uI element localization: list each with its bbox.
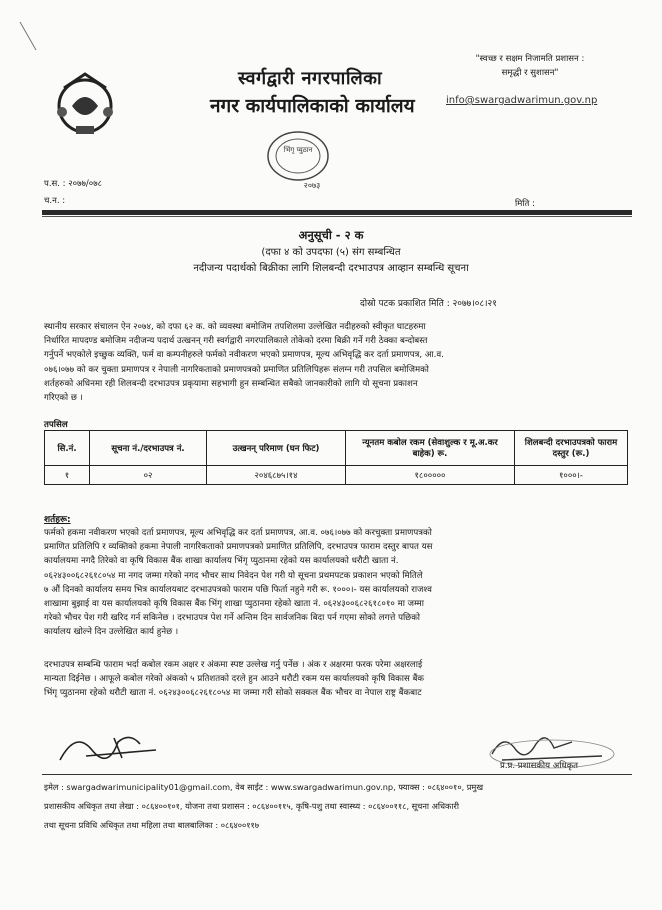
office-stamp: [262, 128, 346, 192]
org-name: स्वर्गद्वारी नगरपालिका: [238, 68, 383, 89]
footer-line: तथा सूचना प्रविधि अधिकृत तथा महिला तथा बालबालिका : ०८६४००११७: [44, 820, 260, 830]
terms-line: कार्यालय खोल्ने दिन उल्लेखित कार्य हुनेछ ।: [44, 627, 179, 638]
header-divider: [42, 210, 632, 215]
col-header-quantity: उत्खनन् परिमाण (घन फिट): [207, 431, 346, 466]
stamp-text: भिंगृ प्युठान: [283, 146, 313, 154]
table-header-row: [45, 431, 628, 466]
terms-line: प्रमाणित प्रतिलिपि र व्यक्तिको हकमा नेपाली नागरिकताको प्रमाणपत्रको प्रमाणित प्रतिलिपि, दरभाउपत्र फाराम दस्तुर बापत यस: [44, 542, 433, 553]
terms-line: शाखामा बुझाई वा यस कार्यालयको कृषि विकास बैंक भिंगृ शाखा प्युठानमा रहेको खाता नं. ०६२४३००६८२६१८०१० मा जम्मा: [44, 599, 424, 610]
intro-paragraph: [44, 320, 630, 405]
footer-divider: [42, 774, 632, 775]
stamp-year: २०७३: [303, 181, 321, 190]
intro-line: स्थानीय सरकार संचालन ऐन २०७४, को दफा ६२ क. को व्यवस्था बमोजिम तपशिलमा उल्लेखित नदीहरुको स्वीकृत घाटहरुमा: [44, 322, 426, 332]
intro-line: गर्नुपर्ने भएकोले इच्छुक व्यक्ति, फर्म वा कम्पनीहरुले फर्मको नवीकरण भएको प्रमाणपत्र, मूल्य अभिवृद्धि कर दर्ता प्रमाणपत्र, आ.व.: [44, 350, 444, 361]
terms-line: कार्यालयमा नगदै तिरेको वा कृषि विकास बैंक शाखा कार्यालय भिंगृ प्युठानमा रहेको यस कार्यालयको धरौटी खाता नं.: [44, 556, 399, 567]
header-divider-thin: [42, 216, 632, 217]
intro-line: निर्धारित मापदण्ड बमोजिम नदीजन्य पदार्थ उत्खनन् गरी स्वर्गद्वारी नगरपालिकाले तोकेको दरमा बिक्री गर्ने गरी ठेक्का बन्दोबस्त: [44, 336, 428, 347]
intro-line: गरिएको छ ।: [44, 393, 83, 404]
terms-paragraph-2: [44, 658, 630, 701]
footer-contacts: [44, 778, 634, 835]
footer-line: प्रशासकीय अधिकृत तथा लेखा : ०८६४००१०१, योजना तथा प्रशासन : ०८६४००११५, कृषि-पशु तथा स्वास्थ्य : ०८६४००११८, सूचना अधिकारी: [44, 801, 459, 811]
details-table: [44, 430, 628, 485]
notice-title: नदीजन्य पदार्थको बिक्रीका लागि शिलबन्दी दरभाउपत्र आव्हान सम्बन्धि सूचना: [193, 263, 469, 274]
terms-line: फर्मको हकमा नवीकरण भएको दर्ता प्रमाणपत्र, मूल्य अभिवृद्धि कर दर्ता प्रमाणपत्र, आ.व. ०७६।०७७ को करचुक्ता प्रमाणपत्रको: [44, 528, 432, 538]
cell-quantity: २०४६८७५।१४: [207, 466, 346, 485]
terms-line: दरभाउपत्र सम्बन्धि फाराम भर्दा कबोल रकम अक्षर र अंकमा स्पष्ट उल्लेख गर्नु पर्नेछ । अंक र अक्षरमा फरक परेमा अक्षरलाई: [44, 660, 423, 670]
footer-line: इमेल : swargadwarimunicipality01@gmail.com, वेब साईट : www.swargadwarimun.gov.np, फ्याक्स : ०८६४००१०, प्रमुख: [44, 782, 484, 792]
scan-mark-line: [16, 20, 46, 60]
header-email-link[interactable]: info@swargadwarimun.gov.np: [446, 95, 598, 106]
date-label: मिति :: [515, 199, 535, 209]
signatory-title: प्र.प्र. प्रशासकीय अधिकृत: [500, 761, 579, 771]
reference-number: प.स. : २०७७/०७८: [44, 179, 103, 189]
col-header-sn: सि.नं.: [45, 431, 90, 466]
tapasil-label: तपसिल: [44, 420, 68, 430]
cell-sn: १: [45, 466, 90, 485]
cell-notice-no: ०२: [90, 466, 207, 485]
col-header-form-fee: शिलबन्दी दरभाउपत्रको फाराम दस्तुर (रू.): [515, 431, 628, 466]
slogan: [440, 52, 620, 80]
schedule-title: अनुसूची - २ क: [298, 228, 364, 242]
terms-line: मान्यता दिईनेछ । आफूले कबोल गरेको अंकको ५ प्रतिशतको दरले हुन आउने धरौटी रकम यस कार्यालयको कृषि विकास बैंक: [44, 674, 424, 685]
terms-line: ०६२४३००६८२६१८०५४ मा नगद जम्मा गरेको नगद भौचर साथ निवेदन पेश गरी यो सूचना प्रथमपटक प्रकाशन भएको मितिले: [44, 570, 423, 581]
published-date: दोस्रो पटक प्रकाशित मिति : २०७७।०८।२१: [360, 299, 497, 309]
schedule-subtitle-1: (दफा ४ को उपदफा (५) संग सम्बन्धित: [261, 247, 401, 258]
table-row: [45, 466, 628, 485]
dispatch-number: च.न. :: [44, 196, 66, 206]
nepal-emblem-icon: [50, 68, 120, 140]
terms-label: शर्तहरू:: [44, 515, 71, 525]
col-header-notice-no: सूचना नं./दरभाउपत्र नं.: [90, 431, 207, 466]
col-header-min-bid: न्यूनतम कबोल रकम (सेवाशुल्क र मू.अ.कर बाहेक) रू.: [346, 431, 515, 466]
office-name: नगर कार्यपालिकाको कार्यालय: [210, 95, 415, 117]
terms-paragraph-1: [44, 526, 630, 640]
slogan-line-2: समृद्धी र सुशासन": [501, 68, 559, 78]
cell-form-fee: १०००।-: [515, 466, 628, 485]
cell-min-bid: १८०००००: [346, 466, 515, 485]
slogan-line-1: "स्वच्छ र सक्षम निजामति प्रशासन :: [475, 54, 585, 64]
intro-line: शर्तहरुको अधिनमा रही शिलबन्दी दरभाउपत्र प्रकृयामा सहभागी हुन सम्बन्धित सबैको जानकारीको लागि यो सूचना प्रकाशन: [44, 378, 418, 389]
intro-line: ०७६।०७७ को कर चुक्ता प्रमाणपत्र र नेपाली नागरिकताको प्रमाणपत्रको प्रमाणित प्रतिलिपिहरू संलग्न गरी तपसिल बमोजिमको: [44, 364, 429, 375]
terms-line: भिंगृ प्युठानमा रहेको धरौटी खाता नं. ०६२४३००६८२६१८०५४ मा जम्मा गरी सोको सक्कल बैंक भौचर वा नेपाल राष्ट्र बैंकबाट: [44, 688, 422, 699]
handwritten-signature-left: [56, 720, 166, 770]
terms-line: गरेको भौचर पेश गरी खरिद गर्न सकिनेछ । दरभाउपत्र पेश गर्ने अन्तिम दिन सार्वजनिक बिदा पर्न गएमा सोको लगत्ते पछिको: [44, 613, 421, 624]
terms-line: ७ औं दिनको कार्यालय समय भित्र कार्यालयबाट दरभाउपत्रको फाराम पछि फिर्ता नहुने गरी रू. १०००।- यस कार्यालयको राजश्व: [44, 584, 432, 595]
